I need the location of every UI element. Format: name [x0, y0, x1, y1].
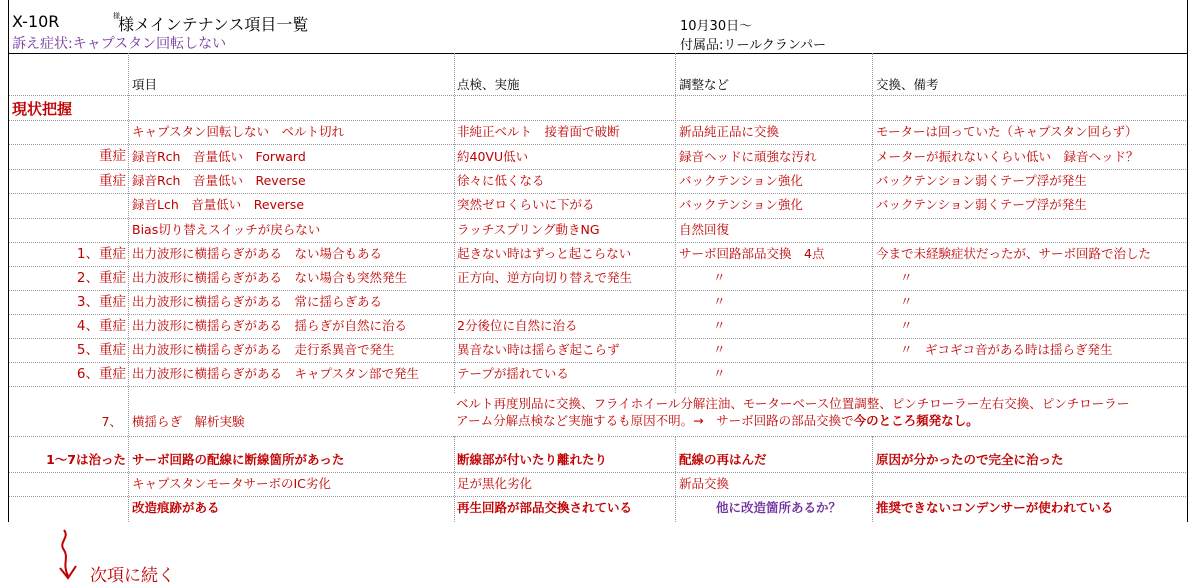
tiny-mark: 様: [113, 12, 120, 20]
row-adjust: 他に改造箇所あるか？: [716, 500, 842, 515]
row-adjust: バックテンション強化: [679, 173, 803, 188]
analysis-note-text: アーム分解点検など実施するも原因不明。→ サーボ回路の部品交換で: [456, 413, 854, 428]
complaint-text: 訴え症状:キャプスタン回転しない: [12, 36, 227, 52]
row-item: 出力波形に横揺らぎがある 走行系異音で発生: [132, 342, 395, 357]
row-check: 再生回路が部品交換されている: [457, 500, 633, 515]
section-title: 現状把握: [12, 100, 73, 118]
row-adjust: 新品純正品に交換: [679, 124, 780, 139]
row-adjust: 〃: [713, 342, 726, 357]
row-adjust: 〃: [713, 318, 726, 333]
row-item: 録音Rch 音量低い Forward: [132, 149, 306, 164]
row-item: 横揺らぎ 解析実験: [132, 414, 245, 429]
row-check: 非純正ベルト 接着面で破断: [457, 124, 620, 139]
row-replace: 原因が分かったので完全に治った: [876, 452, 1064, 467]
accessories-text: 付属品:リールクランパー: [680, 38, 826, 53]
column-header-item: 項目: [132, 77, 158, 92]
row-label: 5、重症: [76, 342, 126, 358]
row-label: 重症: [99, 148, 126, 164]
row-adjust: サーボ回路部品交換 4点: [679, 246, 825, 261]
row-item: 出力波形に横揺らぎがある 常に揺らぎある: [132, 294, 383, 309]
row-item: Bias切り替えスイッチが戻らない: [132, 222, 321, 237]
row-replace: メーターが振れないくらい低い 録音ヘッド？: [876, 149, 1139, 164]
row-check: テープが揺れている: [457, 366, 569, 381]
row-check: 約40VU低い: [457, 149, 529, 164]
row-item: 出力波形に横揺らぎがある ない場合もある: [132, 246, 383, 261]
row-item: 出力波形に横揺らぎがある 揺らぎが自然に治る: [132, 318, 408, 333]
row-adjust: 録音ヘッドに頑強な汚れ: [679, 149, 817, 164]
row-item: 改造痕跡がある: [132, 500, 220, 515]
row-check: 異音ない時は揺らぎ起こらず: [457, 342, 620, 357]
date-text: 10月30日～: [680, 19, 753, 34]
row-adjust: 配線の再はんだ: [679, 452, 767, 467]
row-adjust: 〃: [713, 294, 726, 309]
row-replace: バックテンション弱くテープ浮が発生: [876, 173, 1087, 188]
row-replace: 〃: [900, 318, 913, 333]
row-item: 録音Lch 音量低い Reverse: [132, 197, 305, 212]
row-adjust: 新品交換: [679, 476, 730, 491]
row-replace: 〃: [900, 270, 913, 285]
model-name: X-10R: [12, 12, 60, 31]
page-title: 様メインテナンス項目一覧: [118, 15, 309, 34]
row-replace: モーターは回っていた（キャプスタン回らず）: [876, 124, 1138, 139]
row-item: キャプスタンモータサーボのIC劣化: [132, 476, 331, 491]
row-label: 1～7は治った: [46, 452, 126, 467]
row-label: 7、: [101, 414, 122, 429]
row-replace: 今まで未経験症状だったが、サーボ回路で治した: [876, 246, 1152, 261]
row-replace: 推奨できないコンデンサーが使われている: [876, 500, 1114, 515]
row-replace: バックテンション弱くテープ浮が発生: [876, 197, 1087, 212]
row-label: 重症: [99, 173, 126, 189]
analysis-note-highlight: 今のところ頻発なし。: [853, 413, 979, 428]
column-header-replace: 交換、備考: [876, 77, 939, 92]
row-adjust: 〃: [713, 366, 726, 381]
row-adjust: 自然回復: [679, 222, 730, 237]
analysis-note-line2: [456, 412, 1186, 430]
row-check: 2分後位に自然に治る: [457, 318, 578, 333]
row-check: 徐々に低くなる: [457, 173, 545, 188]
row-item: 出力波形に横揺らぎがある ない場合も突然発生: [132, 270, 408, 285]
row-item: キャプスタン回転しない ベルト切れ: [132, 124, 345, 139]
row-item: 録音Rch 音量低い Reverse: [132, 173, 306, 188]
row-label: 4、重症: [76, 318, 126, 334]
row-check: 足が黒化劣化: [457, 476, 533, 491]
row-label: 3、重症: [76, 294, 126, 310]
row-item: 出力波形に横揺らぎがある キャプスタン部で発生: [132, 366, 420, 381]
row-label: 2、重症: [76, 270, 126, 286]
continue-arrow-icon: [56, 528, 82, 582]
row-replace: 〃: [900, 294, 913, 309]
row-adjust: 〃: [713, 270, 726, 285]
continue-text: 次項に続く: [90, 566, 175, 586]
row-label: 6、重症: [76, 366, 126, 382]
row-check: 起きない時はずっと起こらない: [457, 246, 632, 261]
row-label: 1、重症: [76, 246, 126, 262]
analysis-note-line1: ベルト再度別品に交換、フライホイール分解注油、モーターベース位置調整、ピンチローラー左右交換、ピンチローラー: [456, 396, 1130, 411]
column-header-check: 点検、実施: [457, 77, 520, 92]
column-header-adjust: 調整など: [679, 77, 730, 92]
row-check: 正方向、逆方向切り替えで発生: [457, 270, 633, 285]
row-item: サーボ回路の配線に断線箇所があった: [132, 452, 345, 467]
row-adjust: バックテンション強化: [679, 197, 803, 212]
row-replace: 〃 ギコギコ音がある時は揺らぎ発生: [900, 342, 1113, 357]
row-check: ラッチスプリング動きNG: [457, 222, 600, 237]
row-check: 突然ゼロくらいに下がる: [457, 197, 595, 212]
row-check: 断線部が付いたり離れたり: [457, 452, 608, 467]
header-divider: [8, 53, 1188, 54]
